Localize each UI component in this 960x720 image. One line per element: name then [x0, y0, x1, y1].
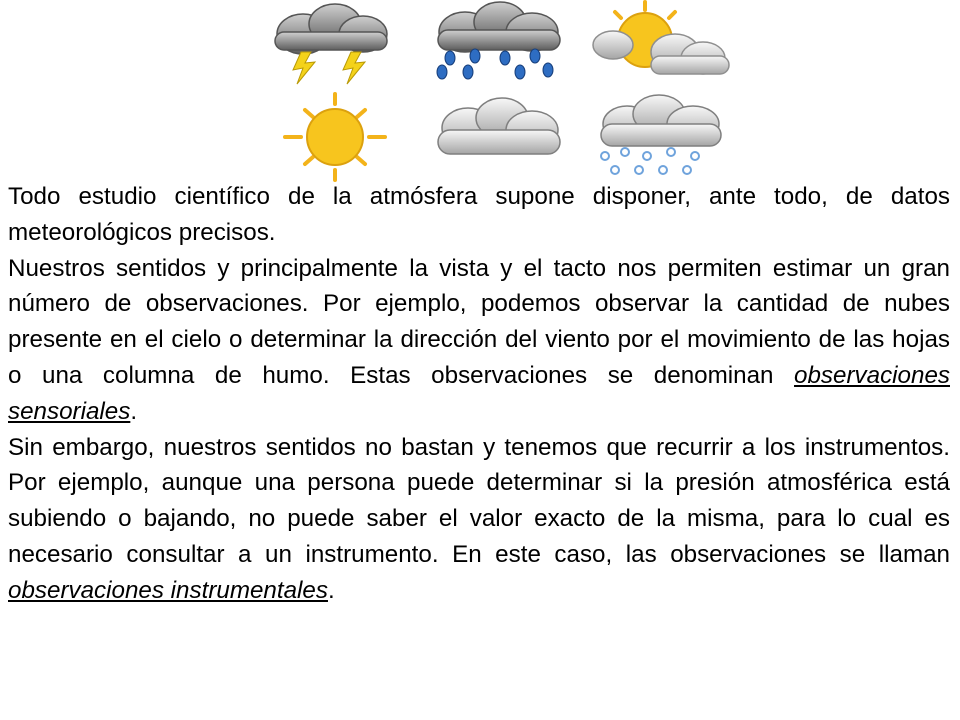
term-sensoriales: observaciones sensoriales [8, 361, 950, 425]
paragraph-1: Todo estudio científico de la atmósfera supone disponer, ante todo, de datos meteorológicos precisos. [8, 183, 950, 246]
sun-icon [255, 92, 415, 182]
snow-cloud-icon [585, 92, 745, 182]
cloudy-icon [420, 92, 580, 182]
main-text [8, 179, 950, 609]
paragraph-2: Nuestros sentidos y principalmente la vista y el tacto nos permiten estimar un gran número de observaciones. Por ejemplo, podemos observar la cantidad de nubes presente en el cielo o determinar la dirección del viento por el movimiento de las hojas o una columna de humo. Estas observaciones se denominan observaciones sensoriales. [8, 254, 950, 425]
term-instrumentales: observaciones instrumentales [8, 576, 328, 604]
weather-icons-banner [0, 0, 960, 180]
sun-behind-cloud-icon [585, 0, 745, 90]
rain-cloud-icon [420, 0, 580, 90]
paragraph-3: Sin embargo, nuestros sentidos no bastan y tenemos que recurrir a los instrumentos. Por ejemplo, aunque una persona puede determinar si la presión atmosférica está subiendo o bajando, no puede saber el valor exacto de la misma, para lo cual es necesario consultar a un instrumento. En este caso, las observaciones se llaman observaciones instrumentales. [8, 433, 950, 604]
storm-cloud-icon [255, 0, 415, 90]
